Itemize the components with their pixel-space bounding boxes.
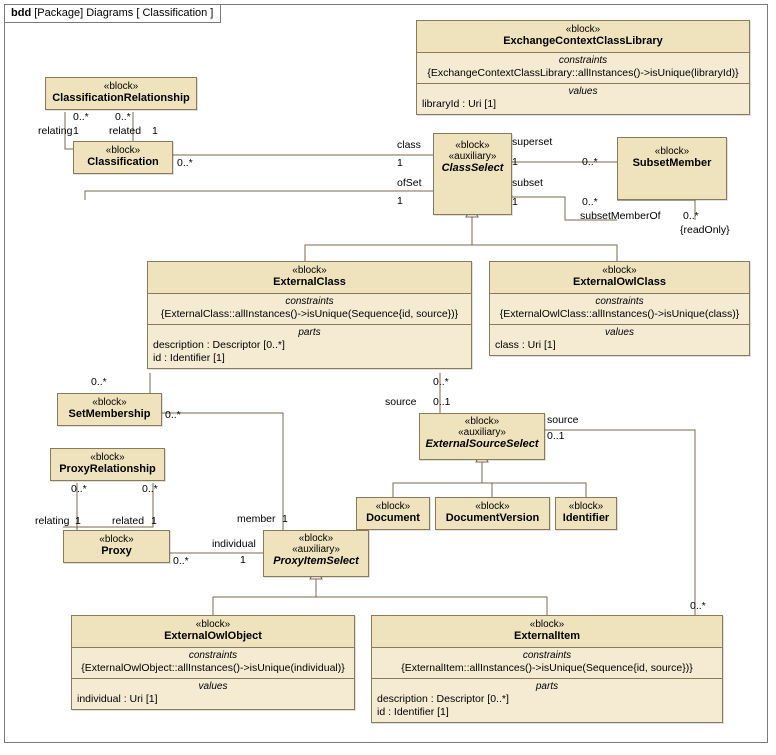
stereotype: «block» bbox=[455, 140, 490, 151]
edge-label-class-role: class bbox=[397, 139, 421, 151]
edge-label-ofset-one: 1 bbox=[397, 195, 403, 207]
edge-label-source-right-mult: 0..1 bbox=[547, 430, 565, 442]
edge-label-proxyrel-related-one: 1 bbox=[151, 515, 157, 527]
stereotype-auxiliary: «auxiliary» bbox=[458, 427, 506, 438]
block-name: ProxyRelationship bbox=[59, 463, 156, 475]
part-item: id : Identifier [1] bbox=[377, 706, 449, 718]
block-set-membership[interactable] bbox=[57, 393, 162, 426]
constraints-compartment bbox=[490, 293, 749, 324]
value-item: individual : Uri [1] bbox=[77, 693, 158, 705]
edge-label-relating-mult: 0..* bbox=[73, 111, 89, 123]
stereotype: «block» bbox=[475, 501, 510, 512]
edge-label-subset-many: 0..* bbox=[582, 196, 598, 208]
part-item: description : Descriptor [0..*] bbox=[153, 339, 285, 351]
block-name: Identifier bbox=[562, 512, 610, 524]
constraint-item: {ExternalOwlClass::allInstances()->isUnique(class)} bbox=[499, 308, 740, 320]
block-name: ExternalClass bbox=[273, 276, 346, 288]
edge-label-proxyrel-related-role: related bbox=[112, 515, 145, 527]
stereotype: «block» bbox=[105, 145, 141, 156]
value-item: class : Uri [1] bbox=[495, 339, 556, 351]
edge-label-subsetmemberof-role: subsetMemberOf bbox=[580, 210, 661, 222]
edge-label-source-role: source bbox=[385, 396, 417, 408]
block-header bbox=[58, 394, 161, 425]
block-exchange-context-class-library[interactable] bbox=[416, 20, 750, 115]
bdd-diagram-canvas bbox=[4, 4, 768, 743]
edge-label-source-up: 0..* bbox=[433, 376, 449, 388]
block-name: ExternalItem bbox=[513, 630, 581, 642]
stereotype: «block» bbox=[92, 397, 127, 408]
edge-label-proxyrel-related-mult: 0..* bbox=[142, 483, 158, 495]
block-header bbox=[417, 21, 749, 52]
block-header bbox=[490, 262, 749, 293]
constraints-compartment bbox=[372, 647, 722, 678]
block-header bbox=[148, 262, 471, 293]
diagram-kind: bdd bbox=[11, 7, 32, 19]
stereotype: «block» bbox=[292, 265, 327, 276]
edge-label-readonly: {readOnly} bbox=[680, 224, 730, 236]
edge-label-related-one: 1 bbox=[152, 125, 158, 137]
edge-label-superset-many: 0..* bbox=[582, 156, 598, 168]
edge-label-relating-one: 1 bbox=[73, 125, 79, 137]
block-name: Classification bbox=[87, 156, 159, 168]
block-header bbox=[357, 498, 429, 529]
block-name: ProxyItemSelect bbox=[273, 555, 359, 567]
constraints-compartment bbox=[148, 293, 471, 324]
block-header bbox=[436, 498, 549, 529]
edge-label-related-mult: 0..* bbox=[115, 111, 131, 123]
compartment-title: parts bbox=[535, 681, 559, 692]
block-header bbox=[372, 616, 722, 647]
block-document[interactable] bbox=[356, 497, 430, 530]
block-name: Proxy bbox=[101, 545, 132, 557]
block-name: ClassSelect bbox=[441, 162, 504, 174]
block-header bbox=[64, 531, 169, 562]
block-classification[interactable] bbox=[73, 141, 173, 174]
edge-label-ofset-role: ofSet bbox=[397, 177, 422, 189]
constraints-compartment bbox=[72, 647, 354, 678]
edge-label-class-one: 1 bbox=[397, 157, 403, 169]
compartment-title: parts bbox=[298, 327, 321, 338]
compartment-title: constraints bbox=[558, 55, 608, 66]
edge-label-related-role: related bbox=[109, 125, 142, 137]
compartment-title: values bbox=[198, 681, 228, 692]
block-header bbox=[72, 616, 354, 647]
stereotype: «block» bbox=[99, 534, 134, 545]
block-name: ExternalSourceSelect bbox=[425, 438, 539, 450]
block-external-item[interactable] bbox=[371, 615, 723, 723]
stereotype: «block» bbox=[103, 81, 139, 92]
stereotype-auxiliary: «auxiliary» bbox=[448, 151, 497, 162]
edge-label-member-one: 1 bbox=[282, 513, 288, 525]
compartment-title: constraints bbox=[188, 650, 238, 661]
block-classification-relationship[interactable] bbox=[45, 77, 197, 110]
block-name: ExternalOwlObject bbox=[164, 630, 262, 642]
edge-label-setmembership-out: 0..* bbox=[165, 409, 181, 421]
stereotype: «block» bbox=[602, 265, 637, 276]
block-header bbox=[618, 138, 726, 174]
values-compartment bbox=[490, 324, 749, 355]
edge-label-source-mult: 0..1 bbox=[433, 396, 451, 408]
edge-label-proxyrel-relating-one: 1 bbox=[75, 515, 81, 527]
stereotype: «block» bbox=[464, 416, 500, 427]
block-class-select[interactable] bbox=[433, 133, 512, 215]
block-name: SetMembership bbox=[68, 408, 151, 420]
values-compartment bbox=[72, 678, 354, 709]
edge-label-proxy-out: 0..* bbox=[173, 555, 189, 567]
block-identifier[interactable] bbox=[555, 497, 617, 530]
compartment-title: constraints bbox=[522, 650, 572, 661]
block-external-owl-object[interactable] bbox=[71, 615, 355, 710]
block-external-owl-class[interactable] bbox=[489, 261, 750, 356]
block-header bbox=[556, 498, 616, 529]
constraint-item: {ExternalClass::allInstances()->isUnique(Sequence{id, source})} bbox=[160, 308, 459, 320]
block-proxy[interactable] bbox=[63, 530, 170, 563]
block-document-version[interactable] bbox=[435, 497, 550, 530]
block-name: ExchangeContextClassLibrary bbox=[503, 35, 663, 47]
edge-label-subsetmemberof-many: 0..* bbox=[683, 210, 699, 222]
block-header bbox=[420, 414, 544, 455]
block-header bbox=[51, 449, 164, 480]
edge-label-subset-role: subset bbox=[512, 177, 543, 189]
edge-label-relating-role: relating bbox=[38, 125, 73, 137]
constraints-compartment bbox=[417, 52, 749, 83]
edge-label-superset-one: 1 bbox=[512, 156, 518, 168]
values-compartment bbox=[417, 83, 749, 114]
block-name: DocumentVersion bbox=[445, 512, 540, 524]
compartment-title: constraints bbox=[595, 296, 644, 307]
edge-label-classification-out: 0..* bbox=[177, 157, 193, 169]
block-external-class[interactable] bbox=[147, 261, 472, 369]
stereotype: «block» bbox=[298, 533, 334, 544]
stereotype-auxiliary: «auxiliary» bbox=[292, 544, 340, 555]
stereotype: «block» bbox=[654, 146, 690, 157]
parts-compartment bbox=[372, 678, 722, 722]
stereotype: «block» bbox=[90, 452, 125, 463]
constraint-item: {ExternalItem::allInstances()->isUnique(Sequence{id, source})} bbox=[401, 662, 693, 674]
edge-label-proxyrel-relating-mult: 0..* bbox=[71, 483, 87, 495]
constraint-item: {ExternalOwlObject::allInstances()->isUnique(individual)} bbox=[81, 662, 345, 674]
block-external-source-select[interactable] bbox=[419, 413, 545, 460]
block-subset-member[interactable] bbox=[617, 137, 727, 200]
diagram-scope: [Package] Diagrams [ Classification ] bbox=[34, 7, 214, 19]
part-item: id : Identifier [1] bbox=[153, 352, 225, 364]
block-header bbox=[264, 531, 368, 572]
stereotype: «block» bbox=[375, 501, 411, 512]
block-header bbox=[46, 78, 196, 109]
compartment-title: values bbox=[605, 327, 634, 338]
block-proxy-relationship[interactable] bbox=[50, 448, 165, 481]
value-item: libraryId : Uri [1] bbox=[422, 98, 497, 110]
block-header bbox=[434, 134, 511, 179]
block-header bbox=[74, 142, 172, 173]
edge-label-superset-role: superset bbox=[512, 136, 553, 148]
compartment-title: constraints bbox=[285, 296, 334, 307]
stereotype: «block» bbox=[195, 619, 231, 630]
block-proxy-item-select[interactable] bbox=[263, 530, 369, 577]
constraint-item: {ExchangeContextClassLibrary::allInstances()->isUnique(libraryId)} bbox=[427, 67, 739, 79]
block-name: ExternalOwlClass bbox=[573, 276, 666, 288]
edge-label-individual-role: individual bbox=[212, 538, 256, 550]
diagram-frame-label bbox=[5, 5, 221, 23]
edge-label-setmembership-mult: 0..* bbox=[91, 376, 107, 388]
block-name: SubsetMember bbox=[632, 157, 712, 169]
compartment-title: values bbox=[568, 86, 598, 97]
edge-label-individual-one: 1 bbox=[240, 554, 246, 566]
edge-label-subset-one: 1 bbox=[512, 196, 518, 208]
stereotype: «block» bbox=[529, 619, 565, 630]
stereotype: «block» bbox=[568, 501, 604, 512]
stereotype: «block» bbox=[565, 24, 601, 35]
parts-compartment bbox=[148, 324, 471, 368]
edge-label-proxyrel-relating-role: relating bbox=[35, 515, 70, 527]
part-item: description : Descriptor [0..*] bbox=[377, 693, 509, 705]
edge-label-source-right-role: source bbox=[547, 414, 579, 426]
edge-label-member-role: member bbox=[237, 513, 276, 525]
edge-label-item-source-mult: 0..* bbox=[690, 600, 706, 612]
block-name: Document bbox=[366, 512, 420, 524]
block-name: ClassificationRelationship bbox=[52, 92, 190, 104]
